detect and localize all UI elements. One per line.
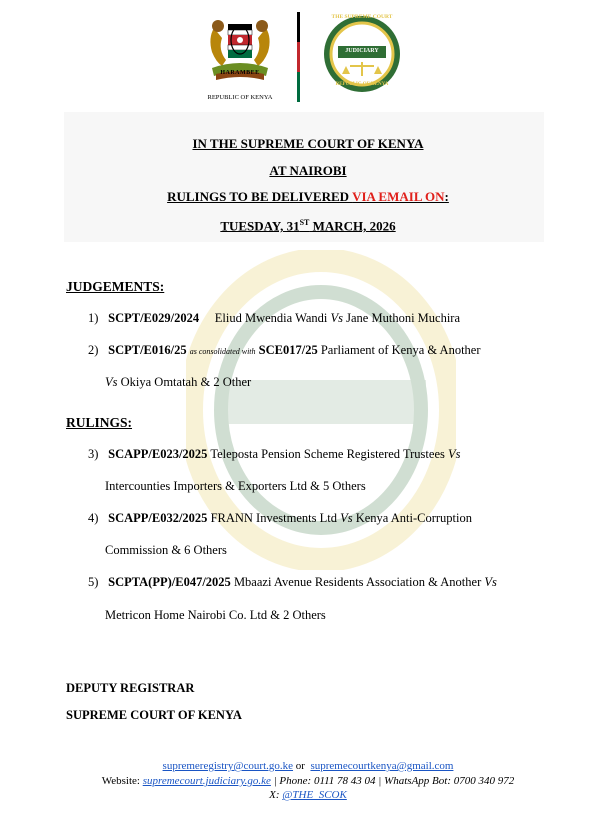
- phone-info: | Phone: 0111 78 43 04 | WhatsApp Bot: 0700 340 972: [273, 775, 515, 787]
- seal-bottom-text: REPUBLIC OF KENYA: [335, 82, 389, 87]
- delivery-prefix: RULINGS TO BE DELIVERED: [167, 189, 353, 204]
- coat-of-arms-motto: HARAMBEE: [220, 70, 260, 76]
- footer-contacts: [0, 775, 616, 787]
- list-item-continuation: [105, 479, 366, 494]
- signature-title: DEPUTY REGISTRAR: [66, 681, 195, 695]
- list-item: [88, 575, 497, 590]
- signature-office: SUPREME COURT OF KENYA: [66, 708, 242, 722]
- website-link[interactable]: supremecourt.judiciary.go.ke: [142, 775, 271, 787]
- item-number: 3): [88, 447, 99, 461]
- list-item: [88, 311, 460, 326]
- seal-top-text: THE SUPREME COURT: [331, 14, 393, 20]
- consolidation-note: as consolidated with: [189, 347, 256, 356]
- item-number: 2): [88, 343, 99, 357]
- item-number: 1): [88, 311, 99, 325]
- delivery-suffix: :: [444, 189, 449, 204]
- delivery-method: VIA EMAIL ON: [352, 189, 445, 204]
- seal-middle-text: JUDICIARY: [345, 48, 379, 54]
- gmail-email-link[interactable]: supremecourtkenya@gmail.com: [310, 760, 454, 772]
- versus: Vs: [340, 511, 353, 525]
- coat-of-arms-caption: REPUBLIC OF KENYA: [207, 94, 273, 101]
- party-applicant: Parliament of Kenya & Another: [320, 343, 481, 357]
- case-number: SCPT/E029/2024: [108, 311, 200, 325]
- case-number: SCPT/E016/25: [108, 343, 187, 357]
- website-label: Website:: [101, 775, 140, 787]
- footer-emails: [0, 760, 616, 772]
- rulings-heading: RULINGS:: [66, 415, 133, 430]
- list-item: [88, 447, 460, 462]
- party-respondent: Okiya Omtatah & 2 Other: [120, 375, 252, 389]
- list-item-continuation: [105, 375, 251, 390]
- supreme-court-seal-icon: [322, 10, 402, 102]
- case-number: SCPTA(PP)/E047/2025: [108, 575, 231, 589]
- party-applicant: FRANN Investments Ltd: [210, 511, 337, 525]
- date-suffix: MARCH, 2026: [309, 218, 396, 234]
- date-prefix: TUESDAY, 31: [220, 218, 300, 234]
- item-number: 4): [88, 511, 99, 525]
- footer-social: [0, 789, 616, 801]
- kenya-coat-of-arms-icon: [200, 10, 280, 102]
- party-respondent-continued: Commission & 6 Others: [105, 543, 227, 557]
- party-applicant: Eliud Mwendia Wandi: [214, 311, 328, 325]
- x-handle-link[interactable]: @THE_SCOK: [282, 789, 347, 801]
- versus: Vs: [330, 311, 344, 325]
- x-label: X:: [269, 789, 280, 801]
- list-item-continuation: [105, 543, 227, 558]
- list-item: [88, 343, 481, 358]
- party-applicant: Teleposta Pension Scheme Registered Trustees: [210, 447, 445, 461]
- versus: Vs: [484, 575, 497, 589]
- logo-divider: [297, 12, 300, 102]
- date-superscript: ST: [299, 218, 310, 227]
- party-respondent: Intercounties Importers & Exporters Ltd & 5 Others: [105, 479, 366, 493]
- consolidated-case-number: SCE017/25: [258, 343, 318, 357]
- court-location: AT NAIROBI: [269, 163, 347, 178]
- delivery-date: [0, 218, 616, 234]
- registry-email-link[interactable]: supremeregistry@court.go.ke: [162, 760, 294, 772]
- court-title: IN THE SUPREME COURT OF KENYA: [192, 136, 424, 151]
- rulings-delivery-title: [0, 189, 616, 205]
- party-applicant: Mbaazi Avenue Residents Association & Another: [233, 575, 482, 589]
- list-item: [88, 511, 472, 526]
- footer-or: or: [295, 760, 305, 772]
- case-number: SCAPP/E023/2025: [108, 447, 208, 461]
- party-respondent: Jane Muthoni Muchira: [346, 311, 461, 325]
- case-number: SCAPP/E032/2025: [108, 511, 208, 525]
- item-number: 5): [88, 575, 99, 589]
- judgements-heading: JUDGEMENTS:: [66, 279, 165, 294]
- party-respondent: Kenya Anti-Corruption: [355, 511, 473, 525]
- versus: Vs: [105, 375, 118, 389]
- versus: Vs: [447, 447, 461, 461]
- party-respondent: Metricon Home Nairobi Co. Ltd & 2 Others: [105, 608, 326, 622]
- list-item-continuation: [105, 608, 326, 623]
